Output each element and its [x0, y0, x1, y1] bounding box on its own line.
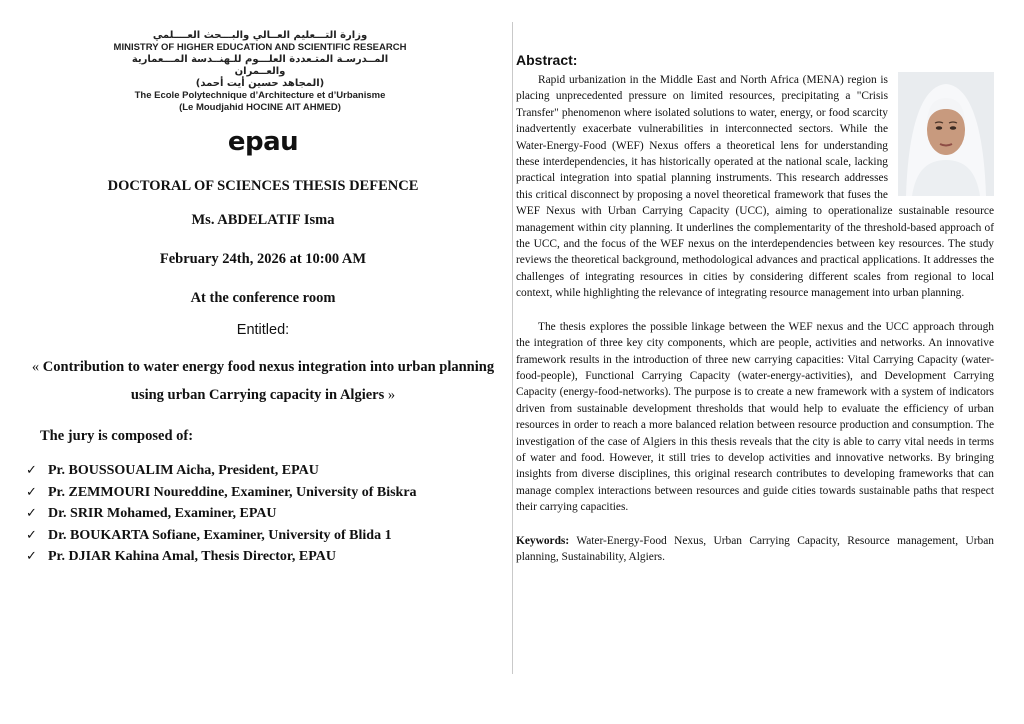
arabic-school-name: المــدرسـة المتـعددة العلـــوم للـهنــدسة المـــعمارية والعــمران	[131, 54, 389, 77]
check-icon: ✓	[26, 527, 37, 543]
defense-location: At the conference room	[190, 290, 336, 306]
jury-member	[26, 503, 417, 525]
jury-member	[26, 525, 417, 547]
open-quote: «	[31, 359, 40, 375]
check-icon: ✓	[26, 549, 37, 564]
jury-member-text: Pr. BOUSSOUALIM Aicha, President, EPAU	[48, 463, 319, 478]
abstract-paragraph-2	[516, 319, 994, 516]
keywords-line	[516, 533, 994, 566]
keywords-text: Water-Energy-Food Nexus, Urban Carrying Capacity, Resource management, Urban planning, Sustainability, Algiers.	[516, 534, 994, 563]
check-icon: ✓	[26, 506, 37, 521]
institution-header	[110, 30, 410, 114]
defense-heading: DOCTORAL OF SCIENCES THESIS DEFENCE	[107, 178, 419, 194]
defense-datetime: February 24th, 2026 at 10:00 AM	[159, 251, 367, 267]
candidate-photo	[898, 72, 994, 196]
abstract-paragraph-1	[516, 72, 994, 302]
close-quote: »	[387, 387, 396, 403]
keywords-label: Keywords:	[516, 534, 570, 547]
abstract-text-1: Rapid urbanization in the Middle East and North Africa (MENA) region is placing unprecedented pressure on limited resources, precipitating a "Crisis Transfer" phenomenon where isolated solutions to water, energy, or food scarcity inadvertently exacerbate vulnerabilities in interconnected sectors. While the Water-Energy-Food (WEF) Nexus offers a theoretical lens for understanding these interdependencies, it has historically operated at the national scale, lacking practical integration into spatial planning instruments. This research addresses this critical disconnect by proposing a novel theoretical framework that fuses the WEF Nexus with Urban Carrying Capacity (UCC), aiming to operationalize sustainable resource management within city planning. It underlines the complementarity of the threshold-based approach of the UCC, and the focus of the WEF nexus on the interdependencies between key resources. The study reviews the theoretical background, methodological advances and practical applications. It addresses the challenges of integrating resources in cities by considering different scales from regional to local context, while highlighting the relevance of integrating resource management into urban planning.	[516, 74, 994, 300]
jury-member-text: Pr. ZEMMOURI Noureddine, Examiner, University of Biskra	[48, 484, 417, 500]
epau-logo: epau	[227, 127, 299, 157]
jury-heading: The jury is composed of:	[40, 428, 194, 444]
jury-member-text: Pr. DJIAR Kahina Amal, Thesis Director, EPAU	[48, 549, 336, 564]
page-divider	[512, 22, 513, 674]
entitled-label: Entitled:	[236, 322, 290, 338]
thesis-title-text: Contribution to water energy food nexus integration into urban planning using urban Carrying capacity in Algiers	[42, 359, 495, 403]
arabic-ministry: وزارة التـــعليم العــالي والبـــحث العــــلمي	[152, 30, 368, 41]
jury-member-text: Dr. BOUKARTA Sofiane, Examiner, University of Blida 1	[48, 527, 392, 543]
school-dedication: (Le Moudjahid HOCINE AIT AHMED)	[179, 102, 341, 113]
ministry-name: MINISTRY OF HIGHER EDUCATION AND SCIENTIFIC RESEARCH	[113, 42, 407, 53]
check-icon: ✓	[26, 484, 37, 500]
jury-member	[26, 546, 417, 568]
candidate-name: Ms. ABDELATIF Isma	[191, 212, 335, 228]
jury-member	[26, 460, 417, 482]
abstract-heading: Abstract:	[516, 52, 578, 68]
jury-member	[26, 482, 417, 504]
thesis-title	[30, 353, 496, 409]
jury-member-text: Dr. SRIR Mohamed, Examiner, EPAU	[48, 506, 277, 521]
check-icon: ✓	[26, 463, 37, 478]
school-name: The Ecole Polytechnique d’Architecture et d’Urbanisme	[134, 90, 386, 101]
arabic-dedication: (المجاهد حسين أيت أحمد)	[195, 78, 325, 89]
abstract-text-2: The thesis explores the possible linkage between the WEF nexus and the UCC approach through the integration of three key city components, which are people, activities and networks. An innovative framework results in the introduction of three new carrying capacities: Vital Carrying Capacity (water-food-people), Functional Carrying Capacity (water-energy-activities), and Development Carrying Capacity (energy-food-networks). The purpose is to create a new framework with a system of indicators driven from sustainable development thresholds that would help to evaluate the efficiency of urban resources in order to reach a more balanced relation between resource production and consumption. The investigation of the case of Algiers in this thesis reveals that the city is able to carry vital needs in terms of water and food. However, it still tries to develop activities and innovative networks. By bringing insights from diverse disciplines, this original research contributes to developing frameworks that can manage complex interactions between resources and guide cities towards sustainable paths that respect their carrying capacities.	[516, 320, 994, 514]
right-page	[516, 52, 994, 565]
jury-list	[26, 460, 417, 568]
